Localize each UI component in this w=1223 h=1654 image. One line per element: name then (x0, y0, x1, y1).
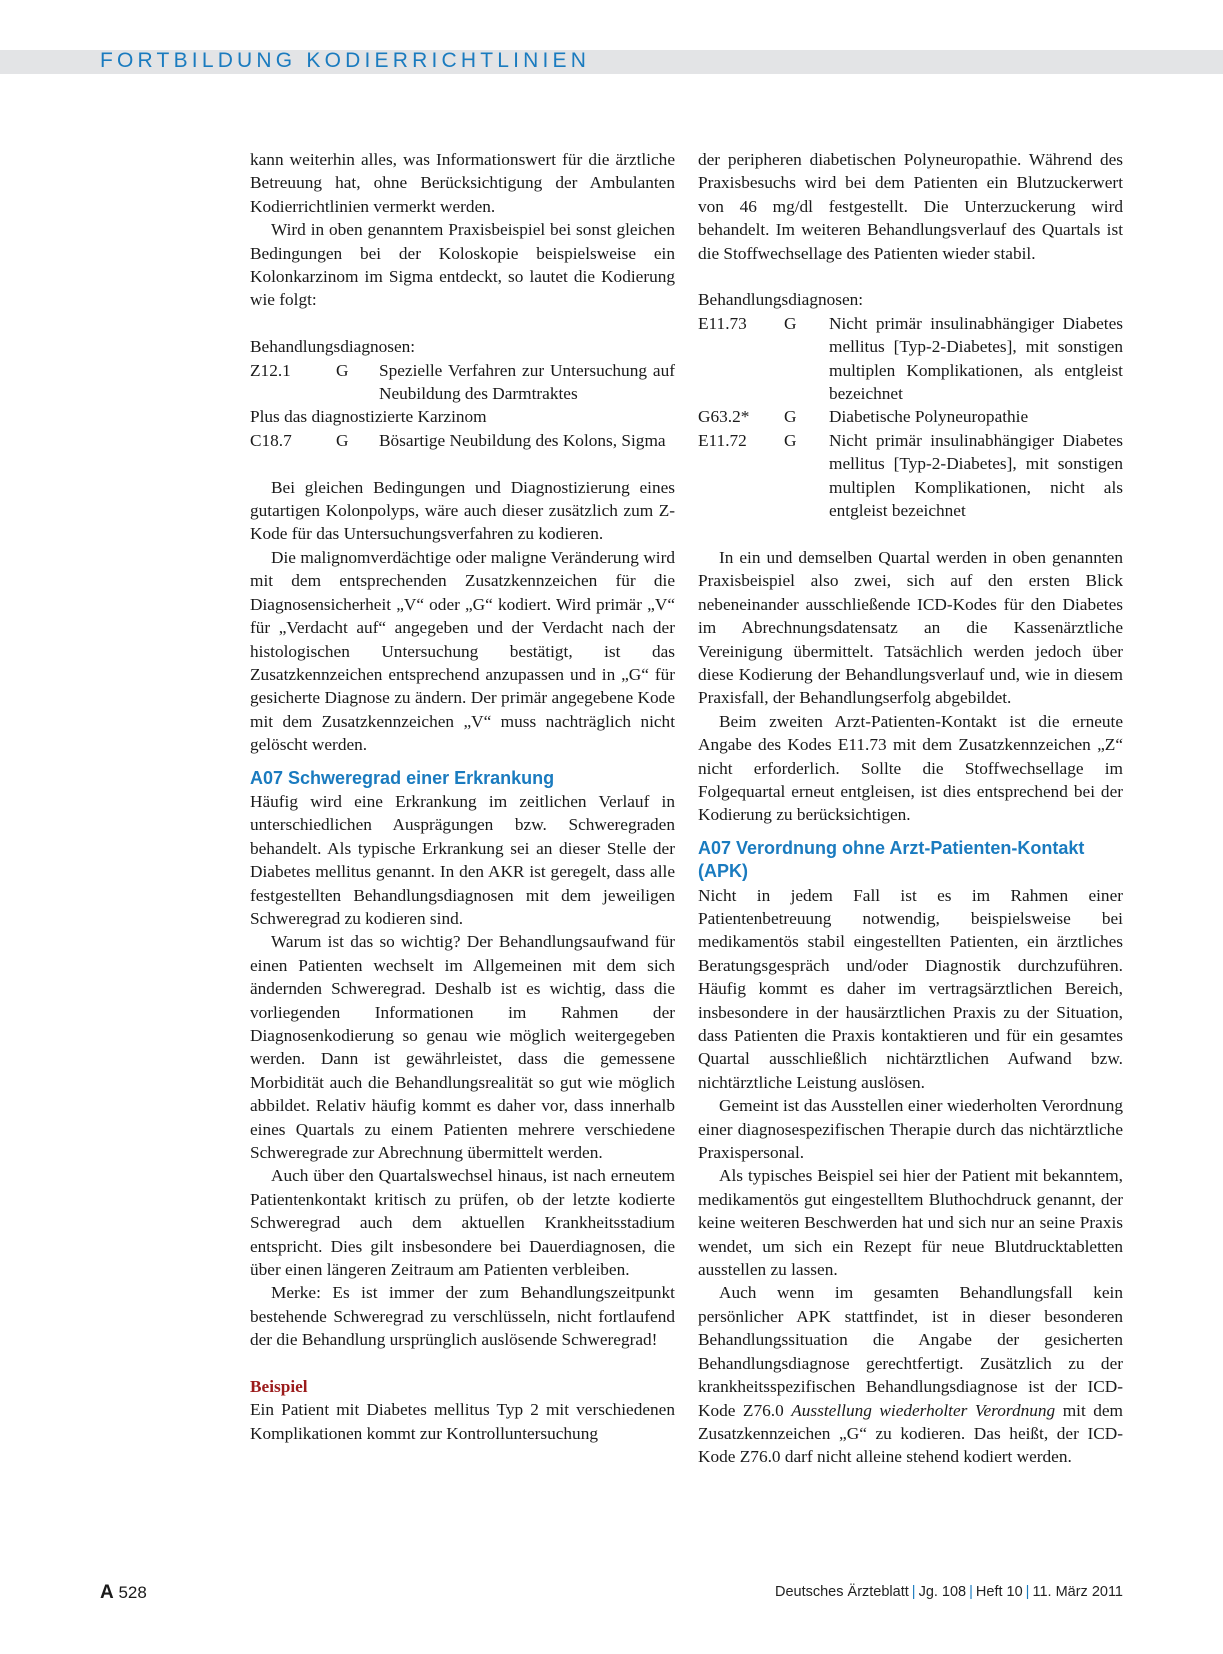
paragraph: Warum ist das so wichtig? Der Behandlungsaufwand für einen Patienten wechselt im Allgemeinen mit dem sich ändernden Schweregrad. Deshalb ist es wichtig, dass die vorliegenden Informationen im Rahmen der Diagnosenkodierung so genau wie möglich weitergegeben werden. Dann ist gewährleistet, dass die gemessene Morbidität auch die Behandlungsrealität so gut wie möglich abbildet. Relativ häufig kommt es daher vor, dass innerhalb eines Quartals zu einem Patienten mehrere verschiedene Schweregrade zur Abrechnung übermittelt werden. (250, 932, 675, 1163)
paragraph: Gemeint ist das Ausstellen einer wiederholten Verordnung einer diagnosespezifischen Therapie durch das nichtärztliche Praxispersonal. (698, 1096, 1123, 1163)
paragraph: der peripheren diabetischen Polyneuropathie. Während des Praxisbesuchs wird bei dem Patienten ein Blutzuckerwert von 46 mg/dl festgestellt. Die Unterzuckerung wird behandelt. Im weiteren Behandlungsverlauf des Quartals ist die Stoffwechsellage des Patienten wieder stabil. (698, 150, 1123, 263)
journal-name: Deutsches Ärzteblatt (774, 1584, 909, 1600)
example-heading: Beispiel (250, 1377, 308, 1397)
paragraph: Ein Patient mit Diabetes mellitus Typ 2 mit verschiedenen Komplikationen kommt zur Kontrolluntersuchung (250, 1400, 675, 1443)
certainty-flag: G (336, 360, 349, 380)
page-letter: A (100, 1582, 114, 1603)
diagnosis-text: Nicht primär insulinabhängiger Diabetes mellitus [Typ-2-Diabetes], mit sonstigen multiplen Komplikationen, nicht als entgleist bezeichnet (829, 430, 1123, 521)
diagnoses-heading: Behandlungsdiagnosen: (698, 290, 864, 310)
diagnosis-note: Plus das diagnostizierte Karzinom (250, 407, 487, 427)
page-number-value: 528 (118, 1583, 147, 1602)
icd-code: Z12.1 (250, 360, 291, 380)
section-heading: A07 Schweregrad einer Erkrankung (250, 767, 555, 788)
certainty-flag: G (784, 430, 797, 450)
journal-issue: Heft 10 (975, 1584, 1023, 1600)
paragraph: Wird in oben genanntem Praxisbeispiel bei sonst gleichen Bedingungen bei der Koloskopie beispielsweise ein Kolonkarzinom im Sigma entdeckt, so lautet die Kodierung wie folgt: (250, 220, 675, 310)
diagnosis-text: Bösartige Neubildung des Kolons, Sigma (379, 430, 666, 450)
paragraph: Die malignomverdächtige oder maligne Veränderung wird mit dem entsprechenden Zusatzkennzeichen für die Diagnosensicherheit „V“ oder „G“ kodiert. Wird primär „V“ für „Verdacht auf“ angegeben und der Verdacht nach der histologischen Untersuchung bestätigt, ist das Zusatzkennzeichen entsprechend anzupassen und in „G“ für gesicherte Diagnose zu ändern. Der primär angegebene Kode mit dem Zusatzkennzeichen „V“ muss nachträglich nicht gelöscht werden. (250, 547, 675, 755)
section-header: FORTBILDUNG KODIERRICHTLINIEN (100, 49, 591, 72)
journal-date: 11. März 2011 (1032, 1584, 1123, 1600)
journal-volume: Jg. 108 (918, 1584, 967, 1600)
diagnosis-row (698, 312, 1123, 406)
paragraph: Häufig wird eine Erkrankung im zeitlichen Verlauf in unterschiedlichen Ausprägungen bzw. Schweregraden behandelt. Als typische Erkrankung sei an dieser Stelle der Diabetes mellitus genannt. In den AKR ist geregelt, dass alle festgestellten Behandlungsdiagnosen mit dem jeweiligen Schweregrad zu kodieren sind. (250, 791, 675, 928)
paragraph (698, 1281, 1123, 1468)
certainty-flag: G (784, 407, 797, 427)
diagnoses-heading: Behandlungsdiagnosen: (250, 337, 416, 357)
icd-code: G63.2* (698, 407, 750, 427)
text-run: Auch wenn im gesamten Behandlungsfall kein persönlicher APK stattfindet, ist in dieser besonderen Behandlungssituation die Angabe der gesicherten Behandlungsdiagnose gerechtfertigt. Zusätzlich zu der krankheitsspezifischen Behandlungsdiagnose ist der ICD-Kode Z76.0 (698, 1283, 1123, 1420)
paragraph: Beim zweiten Arzt-Patienten-Kontakt ist die erneute Angabe des Kodes E11.73 mit dem Zusatzkennzeichen „Z“ nicht erforderlich. Sollte die Stoffwechsellage im Folgequartal erneut entgleisen, ist dies entsprechend bei der Kodierung zu berücksichtigen. (698, 711, 1123, 825)
right-column (698, 148, 1123, 1469)
paragraph: Als typisches Beispiel sei hier der Patient mit bekanntem, medikamentös gut eingestelltem Bluthochdruck genannt, der keine weiteren Beschwerden hat und sich nur an seine Praxis wendet, um sich ein Rezept für neue Blutdrucktabletten ausstellen zu lassen. (698, 1166, 1123, 1280)
paragraph: In ein und demselben Quartal werden in oben genannten Praxisbeispiel also zwei, sich auf den ersten Blick nebeneinander ausschließende ICD-Kodes für den Diabetes im Abrechnungsdatensatz an die Kassenärztliche Vereinigung übermittelt. Tatsächlich werden jedoch über diese Kodierung der Behandlungsverlauf und, wie in diesem Praxisfall, der Behandlungserfolg abgebildet. (698, 547, 1123, 708)
certainty-flag: G (784, 313, 797, 333)
diagnosis-text: Diabetische Polyneuropathie (829, 407, 1029, 427)
paragraph: Nicht in jedem Fall ist es im Rahmen einer Patientenbetreuung notwendig, beispielsweise bei medikamentös stabil eingestellten Patienten, ein ärztliches Beratungsgespräch und/oder Diagnostik durchzuführen. Häufig kommt es daher im vertragsärztlichen Bereich, insbesondere in der hausärztlichen Praxis zu der Situation, dass Patienten die Praxis kontaktieren und für ein gesamtes Quartal ausschließlich nichtärztlichen Aufwand bzw. nichtärztliche Leistung auslösen. (698, 885, 1123, 1092)
icd-code: E11.73 (698, 313, 747, 333)
paragraph: Auch über den Quartalswechsel hinaus, ist nach erneutem Patientenkontakt kritisch zu prüfen, ob der letzte kodierte Schweregrad auch dem aktuellen Krankheitsstadium entspricht. Dies gilt insbesondere bei Dauerdiagnosen, die über einen längeren Zeitraum am Patienten verbleiben. (250, 1166, 675, 1280)
icd-code: C18.7 (250, 430, 292, 450)
diagnosis-text: Nicht primär insulinabhängiger Diabetes mellitus [Typ-2-Diabetes], mit sonstigen multiplen Komplikationen, als entgleist bezeichnet (829, 313, 1123, 404)
diagnosis-row (250, 429, 675, 452)
certainty-flag: G (336, 430, 349, 450)
diagnosis-text: Spezielle Verfahren zur Untersuchung auf Neubildung des Darmtraktes (379, 360, 675, 404)
section-heading: A07 Verordnung ohne Arzt-Patienten-Kontakt (APK) (698, 837, 1085, 882)
icd-code: E11.72 (698, 430, 747, 450)
page-number (100, 1582, 147, 1604)
paragraph: kann weiterhin alles, was Informationswert für die ärztliche Betreuung hat, ohne Berücksichtigung der Ambulanten Kodierrichtlinien vermerkt werden. (250, 150, 675, 216)
left-column (250, 148, 675, 1445)
text-run: mit dem Zusatzkennzeichen „G“ zu kodieren. Das heißt, der ICD-Kode Z76.0 darf nicht alleine stehend kodiert werden. (698, 1400, 1123, 1467)
diagnosis-row (698, 429, 1123, 523)
paragraph: Bei gleichen Bedingungen und Diagnostizierung eines gutartigen Kolonpolyps, wäre auch dieser zusätzlich zum Z-Kode für das Untersuchungsverfahren zu kodieren. (250, 477, 675, 544)
diagnosis-row (698, 405, 1123, 428)
italic-term: Ausstellung wiederholter Verordnung (791, 1400, 1056, 1420)
diagnosis-row (250, 359, 675, 406)
journal-citation: Deutsches Ärzteblatt | Jg. 108 | Heft 10 | 11. März 2011 (774, 1584, 1123, 1600)
paragraph: Merke: Es ist immer der zum Behandlungszeitpunkt bestehende Schweregrad zu verschlüsseln, nicht fortlaufend der die Behandlung ursprünglich auslösende Schweregrad! (250, 1283, 675, 1350)
